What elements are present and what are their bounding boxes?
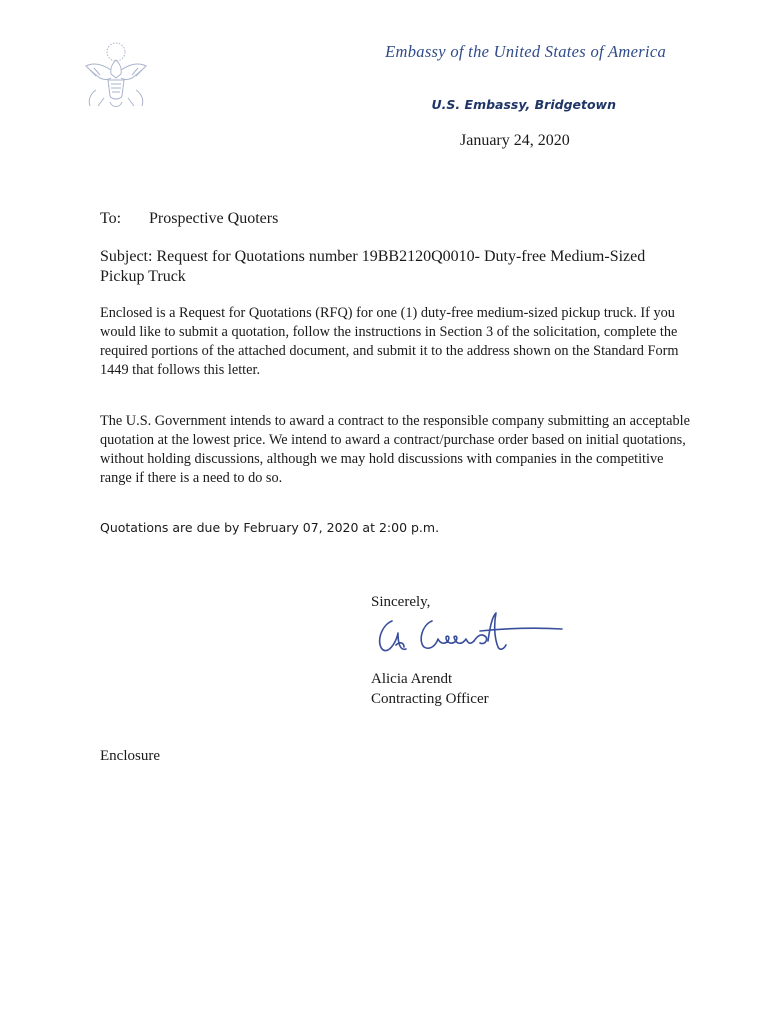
embassy-title: Embassy of the United States of America: [385, 42, 666, 61]
signature-image: [370, 607, 570, 659]
great-seal-icon: [80, 40, 152, 116]
subject-line: Subject: Request for Quotations number 19BB2120Q0010- Duty-free Medium-Sized Pickup Truck: [100, 248, 646, 285]
body-paragraph: Enclosed is a Request for Quotations (RFQ) for one (1) duty-free medium-sized pickup truck. If you would like to submit a quotation, follow the instructions in Section 3 of the solicitation, complete the required portions of the attached document, and submit it to the address shown on the Standard Form 1449 that follows this letter.: [100, 305, 679, 378]
signer-name: Alicia Arendt: [371, 671, 453, 687]
closing: Sincerely,: [371, 594, 431, 610]
addressee-line: [100, 210, 278, 228]
to-label: To:: [100, 210, 122, 227]
body-paragraph: The U.S. Government intends to award a contract to the responsible company submitting an acceptable quotation at the lowest price. We intend to award a contract/purchase order based on initial quotations, without holding discussions, although we may hold discussions with companies in the competitive range if there is a need to do so.: [100, 413, 690, 486]
letter-date: January 24, 2020: [460, 132, 570, 149]
signer-title: Contracting Officer: [371, 691, 489, 707]
recipient: Prospective Quoters: [149, 210, 279, 227]
post-name: U.S. Embassy, Bridgetown: [431, 97, 616, 112]
enclosure-note: Enclosure: [100, 748, 160, 764]
due-date-notice: Quotations are due by February 07, 2020 at 2:00 p.m.: [100, 520, 440, 535]
